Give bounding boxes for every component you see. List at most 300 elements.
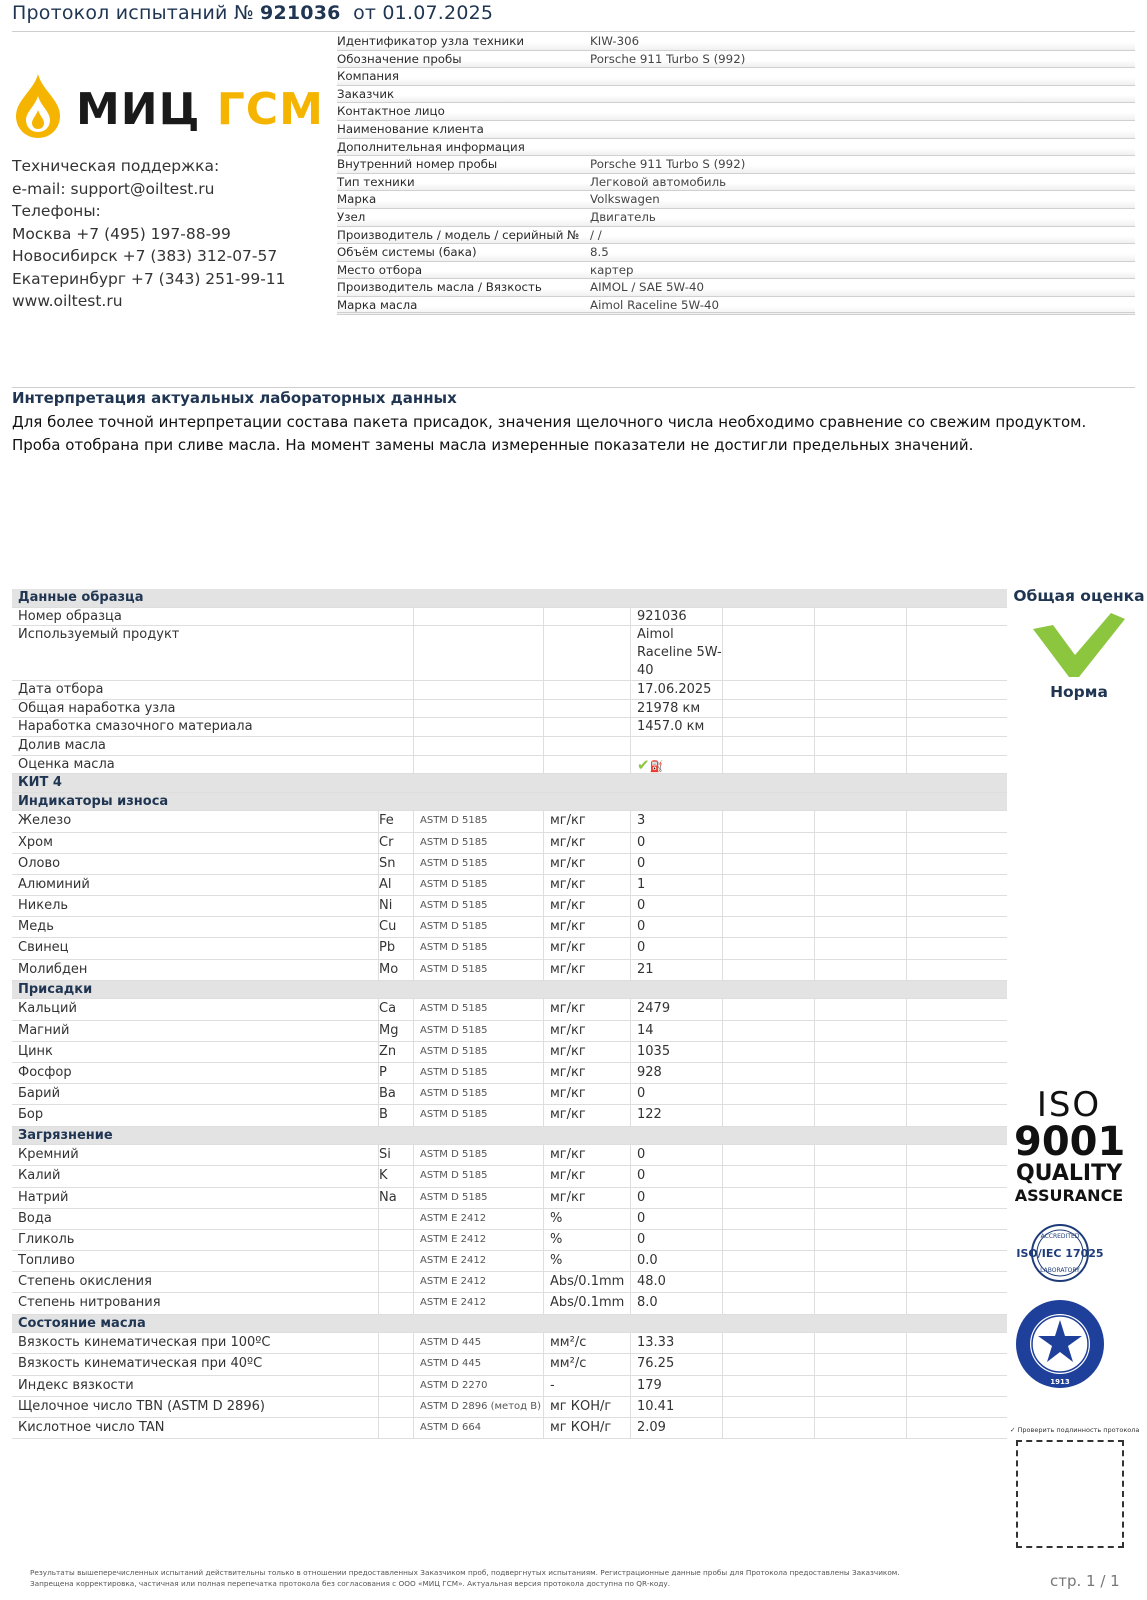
result-unit: мг/кг <box>544 938 631 958</box>
sample-row-value <box>631 737 723 755</box>
result-symbol: K <box>379 1166 414 1186</box>
result-unit: мг/кг <box>544 917 631 937</box>
iso-line4: ASSURANCE <box>1014 1186 1124 1205</box>
result-method: ASTM D 2896 (метод B) <box>414 1397 544 1417</box>
result-unit: Abs/0.1mm <box>544 1272 631 1292</box>
result-name: Хром <box>12 833 379 853</box>
result-name: Топливо <box>12 1251 379 1271</box>
footer-line-2: Запрещена корректировка, частичная или полная перепечатка протокола без согласования с ООО «МИЦ ГСМ». Актуальная версия протокола доступна по QR-коду. <box>30 1579 671 1588</box>
result-name: Индекс вязкости <box>12 1376 379 1396</box>
empty-cell <box>815 1293 907 1313</box>
result-value: 21 <box>631 960 723 980</box>
result-row <box>12 1145 1007 1166</box>
empty-cell <box>815 718 907 736</box>
result-value: 0 <box>631 938 723 958</box>
sample-row-value: 1457.0 км <box>631 718 723 736</box>
result-method: ASTM D 5185 <box>414 1063 544 1083</box>
empty-cell <box>815 1354 907 1374</box>
result-value: 76.25 <box>631 1354 723 1374</box>
empty-cell <box>723 1084 815 1104</box>
result-method: ASTM D 664 <box>414 1418 544 1438</box>
result-name: Натрий <box>12 1188 379 1208</box>
empty-cell <box>723 756 815 774</box>
result-unit: мг/кг <box>544 1166 631 1186</box>
result-unit: мг/кг <box>544 854 631 874</box>
info-row <box>337 121 1135 139</box>
result-method: ASTM D 2270 <box>414 1376 544 1396</box>
sample-info-table <box>337 33 1135 315</box>
result-name: Калий <box>12 1166 379 1186</box>
result-method: ASTM D 5185 <box>414 833 544 853</box>
result-name: Степень нитрования <box>12 1293 379 1313</box>
result-value: 122 <box>631 1105 723 1125</box>
result-name: Цинк <box>12 1042 379 1062</box>
empty-cell <box>907 1293 1007 1313</box>
result-name: Барий <box>12 1084 379 1104</box>
result-symbol <box>379 1418 414 1438</box>
empty-cell <box>815 1105 907 1125</box>
footer-line-1: Результаты вышеперечисленных испытаний действительны только в отношении предоставленных Заказчиком проб, подвергнутых испытаниям. Регистрационные данные пробы для Протокола предоставлены Заказчиком. <box>30 1568 900 1577</box>
empty-cell <box>907 1376 1007 1396</box>
result-value: 0 <box>631 854 723 874</box>
empty-cell <box>907 1397 1007 1417</box>
result-unit: мг/кг <box>544 1042 631 1062</box>
empty-cell <box>815 833 907 853</box>
empty-cell <box>723 833 815 853</box>
empty-cell <box>544 700 631 718</box>
info-row <box>337 227 1135 245</box>
info-value: 8.5 <box>590 245 609 260</box>
sample-row-label: Наработка смазочного материала <box>12 718 414 736</box>
empty-cell <box>815 1376 907 1396</box>
result-row <box>12 1166 1007 1187</box>
result-method: ASTM D 5185 <box>414 938 544 958</box>
empty-cell <box>414 718 544 736</box>
empty-cell <box>723 1230 815 1250</box>
info-value: KIW-306 <box>590 34 640 48</box>
result-row <box>12 1376 1007 1397</box>
result-value: 1035 <box>631 1042 723 1062</box>
result-row <box>12 938 1007 959</box>
empty-cell <box>723 1333 815 1353</box>
result-value: 13.33 <box>631 1333 723 1353</box>
empty-cell <box>907 737 1007 755</box>
empty-cell <box>815 1021 907 1041</box>
result-method: ASTM D 5185 <box>414 1105 544 1125</box>
result-row <box>12 1209 1007 1230</box>
empty-cell <box>907 896 1007 916</box>
result-symbol <box>379 1230 414 1250</box>
info-row <box>337 279 1135 297</box>
kit-label: КИТ 4 <box>18 775 62 791</box>
sample-row-label: Долив масла <box>12 737 414 755</box>
info-value: Porsche 911 Turbo S (992) <box>590 157 746 172</box>
info-value <box>590 121 1135 138</box>
result-value: 0.0 <box>631 1251 723 1271</box>
empty-cell <box>815 1251 907 1271</box>
empty-cell <box>723 608 815 626</box>
page-number: стр. 1 / 1 <box>1050 1572 1120 1590</box>
result-row <box>12 1188 1007 1209</box>
result-symbol: Zn <box>379 1042 414 1062</box>
logo-wordmark <box>76 84 324 135</box>
section-title: Присадки <box>18 981 93 997</box>
empty-cell <box>815 1145 907 1165</box>
empty-cell <box>907 1145 1007 1165</box>
empty-cell <box>414 756 544 774</box>
empty-cell <box>723 938 815 958</box>
result-method: ASTM D 5185 <box>414 1145 544 1165</box>
result-row <box>12 917 1007 938</box>
result-symbol: Mo <box>379 960 414 980</box>
empty-cell <box>723 1166 815 1186</box>
empty-cell <box>815 1166 907 1186</box>
title-divider <box>12 31 1135 32</box>
sample-row <box>12 608 1007 627</box>
empty-cell <box>815 1188 907 1208</box>
result-unit: мг КОН/г <box>544 1418 631 1438</box>
result-name: Никель <box>12 896 379 916</box>
result-row <box>12 854 1007 875</box>
protocol-date: от 01.07.2025 <box>353 2 494 24</box>
info-key: Объём системы (бака) <box>337 245 477 260</box>
empty-cell <box>723 960 815 980</box>
empty-cell <box>815 626 907 680</box>
empty-cell <box>907 875 1007 895</box>
info-key: Контактное лицо <box>337 104 445 119</box>
info-row <box>337 86 1135 104</box>
result-method: ASTM D 5185 <box>414 917 544 937</box>
result-row <box>12 875 1007 896</box>
protocol-title <box>12 2 493 24</box>
info-key: Производитель / модель / серийный № <box>337 227 580 242</box>
sample-row-value <box>631 756 723 774</box>
empty-cell <box>907 1105 1007 1125</box>
oil-drop-icon: ⛽ <box>649 759 664 773</box>
info-row <box>337 174 1135 192</box>
result-value: 0 <box>631 1188 723 1208</box>
empty-cell <box>907 1418 1007 1438</box>
contacts-phones-label: Телефоны: <box>12 202 101 220</box>
result-name: Фосфор <box>12 1063 379 1083</box>
result-row <box>12 1084 1007 1105</box>
result-symbol: P <box>379 1063 414 1083</box>
empty-cell <box>815 700 907 718</box>
result-symbol: Cr <box>379 833 414 853</box>
empty-cell <box>907 681 1007 699</box>
empty-cell <box>907 833 1007 853</box>
qr-code-placeholder[interactable] <box>1016 1440 1124 1548</box>
result-value: 8.0 <box>631 1293 723 1313</box>
empty-cell <box>815 854 907 874</box>
result-method: ASTM D 5185 <box>414 999 544 1019</box>
result-name: Олово <box>12 854 379 874</box>
result-symbol: Cu <box>379 917 414 937</box>
sample-row <box>12 626 1007 681</box>
empty-cell <box>723 854 815 874</box>
info-row <box>337 51 1135 69</box>
empty-cell <box>414 700 544 718</box>
info-key: Дополнительная информация <box>337 139 525 154</box>
result-unit: мг/кг <box>544 960 631 980</box>
empty-cell <box>544 756 631 774</box>
result-symbol <box>379 1376 414 1396</box>
empty-cell <box>723 1042 815 1062</box>
empty-cell <box>907 854 1007 874</box>
result-unit: мг/кг <box>544 1021 631 1041</box>
result-symbol <box>379 1354 414 1374</box>
result-value: 14 <box>631 1021 723 1041</box>
sample-row <box>12 756 1007 775</box>
info-key: Место отбора <box>337 262 423 277</box>
result-value: 0 <box>631 1145 723 1165</box>
empty-cell <box>815 1230 907 1250</box>
result-unit: мм²/с <box>544 1354 631 1374</box>
empty-cell <box>815 811 907 831</box>
empty-cell <box>815 756 907 774</box>
info-value <box>590 68 1135 85</box>
result-row <box>12 1251 1007 1272</box>
empty-cell <box>414 626 544 680</box>
empty-cell <box>815 1397 907 1417</box>
empty-cell <box>907 1063 1007 1083</box>
result-name: Гликоль <box>12 1230 379 1250</box>
result-method: ASTM D 445 <box>414 1354 544 1374</box>
info-key: Узел <box>337 209 366 224</box>
result-value: 179 <box>631 1376 723 1396</box>
result-symbol: Ca <box>379 999 414 1019</box>
accr-mid-text: ISO/IEC 17025 <box>1016 1247 1104 1260</box>
result-row <box>12 833 1007 854</box>
result-method: ASTM E 2412 <box>414 1209 544 1229</box>
contacts-phone-ekaterinburg: Екатеринбург +7 (343) 251-99-11 <box>12 269 286 288</box>
info-row <box>337 209 1135 227</box>
empty-cell <box>907 960 1007 980</box>
info-row <box>337 191 1135 209</box>
info-value: картер <box>590 262 634 277</box>
seal-year-text: 1913 <box>1050 1378 1070 1386</box>
iso-line2: 9001 <box>1014 1119 1126 1165</box>
section-header <box>12 793 1007 812</box>
info-row <box>337 139 1135 157</box>
contacts-support-label: Техническая поддержка: <box>12 157 220 175</box>
contacts-block <box>12 155 286 313</box>
contacts-phone-moscow: Москва +7 (495) 197-88-99 <box>12 224 231 243</box>
result-value: 0 <box>631 896 723 916</box>
empty-cell <box>723 1418 815 1438</box>
result-unit: мг/кг <box>544 1105 631 1125</box>
info-key: Заказчик <box>337 86 395 101</box>
result-symbol: Si <box>379 1145 414 1165</box>
info-value: Volkswagen <box>590 192 660 207</box>
result-row <box>12 1021 1007 1042</box>
result-method: ASTM E 2412 <box>414 1293 544 1313</box>
info-key: Тип техники <box>337 174 415 189</box>
result-method: ASTM D 445 <box>414 1333 544 1353</box>
info-row <box>337 262 1135 280</box>
info-value: Aimol Raceline 5W-40 <box>590 297 719 312</box>
info-key: Производитель масла / Вязкость <box>337 280 542 295</box>
result-method: ASTM D 5185 <box>414 811 544 831</box>
result-name: Кальций <box>12 999 379 1019</box>
result-name: Молибден <box>12 960 379 980</box>
result-row <box>12 1272 1007 1293</box>
empty-cell <box>815 681 907 699</box>
iso-line3: QUALITY <box>1015 1161 1123 1186</box>
result-value: 0 <box>631 833 723 853</box>
sample-row-label: Номер образца <box>12 608 414 626</box>
section-header <box>12 589 1007 608</box>
result-row <box>12 1105 1007 1126</box>
info-row <box>337 33 1135 51</box>
sample-row-label: Дата отбора <box>12 681 414 699</box>
result-unit: мг/кг <box>544 1188 631 1208</box>
empty-cell <box>414 737 544 755</box>
section-title: Данные образца <box>18 590 144 605</box>
result-name: Медь <box>12 917 379 937</box>
company-logo <box>12 72 324 142</box>
results-table <box>12 589 1007 1439</box>
sample-row-label: Общая наработка узла <box>12 700 414 718</box>
result-symbol: Pb <box>379 938 414 958</box>
protocol-number: 921036 <box>260 2 341 24</box>
result-symbol: B <box>379 1105 414 1125</box>
result-method: ASTM D 5185 <box>414 960 544 980</box>
result-method: ASTM D 5185 <box>414 854 544 874</box>
contacts-website[interactable]: www.oiltest.ru <box>12 292 123 310</box>
result-value: 2479 <box>631 999 723 1019</box>
result-value: 2.09 <box>631 1418 723 1438</box>
empty-cell <box>544 681 631 699</box>
section-title: Загрязнение <box>18 1127 113 1143</box>
info-value <box>590 103 1135 120</box>
info-key: Марка <box>337 192 377 207</box>
result-value: 0 <box>631 1209 723 1229</box>
footer-disclaimer <box>30 1567 1010 1589</box>
accr-top-text: ACCREDITED <box>1040 1233 1080 1240</box>
result-name: Степень окисления <box>12 1272 379 1292</box>
empty-cell <box>723 1145 815 1165</box>
empty-cell <box>907 1333 1007 1353</box>
shield-check-icon: ✓ <box>1010 1426 1016 1434</box>
contacts-email[interactable]: e-mail: support@oiltest.ru <box>12 179 215 198</box>
empty-cell <box>723 1272 815 1292</box>
empty-cell <box>907 938 1007 958</box>
empty-cell <box>723 896 815 916</box>
empty-cell <box>723 875 815 895</box>
info-value: / / <box>590 227 602 242</box>
info-row <box>337 244 1135 262</box>
iso-17025-badge-icon <box>1014 1222 1106 1284</box>
empty-cell <box>907 1230 1007 1250</box>
empty-cell <box>907 1042 1007 1062</box>
result-name: Железо <box>12 811 379 831</box>
sample-row <box>12 681 1007 700</box>
oil-ok-check-icon: ✔ <box>637 755 650 774</box>
result-name: Бор <box>12 1105 379 1125</box>
empty-cell <box>815 1209 907 1229</box>
empty-cell <box>815 896 907 916</box>
logo-part2: ГСМ <box>216 84 324 135</box>
result-symbol <box>379 1251 414 1271</box>
info-row <box>337 103 1135 121</box>
result-name: Щелочное число TBN (ASTM D 2896) <box>12 1397 379 1417</box>
empty-cell <box>815 1418 907 1438</box>
info-key: Идентификатор узла техники <box>337 34 524 48</box>
result-symbol <box>379 1293 414 1313</box>
empty-cell <box>815 999 907 1019</box>
empty-cell <box>907 1188 1007 1208</box>
accr-bot-text: LABORATORY <box>1040 1267 1080 1274</box>
interpretation-title: Интерпретация актуальных лабораторных данных <box>12 389 457 407</box>
empty-cell <box>723 737 815 755</box>
empty-cell <box>815 1063 907 1083</box>
empty-cell <box>723 1063 815 1083</box>
result-symbol: Fe <box>379 811 414 831</box>
result-name: Свинец <box>12 938 379 958</box>
empty-cell <box>544 737 631 755</box>
empty-cell <box>815 737 907 755</box>
result-row <box>12 1063 1007 1084</box>
sample-row <box>12 700 1007 719</box>
result-row <box>12 896 1007 917</box>
result-symbol: Ni <box>379 896 414 916</box>
result-row <box>12 811 1007 832</box>
result-method: ASTM E 2412 <box>414 1230 544 1250</box>
info-row <box>337 156 1135 174</box>
iso-9001-badge <box>1014 1085 1126 1205</box>
empty-cell <box>723 1293 815 1313</box>
info-key: Обозначение пробы <box>337 51 462 66</box>
result-unit: мг/кг <box>544 999 631 1019</box>
empty-cell <box>907 1354 1007 1374</box>
flame-drop-icon <box>12 72 64 140</box>
result-name: Кремний <box>12 1145 379 1165</box>
result-unit: мг/кг <box>544 1063 631 1083</box>
result-symbol: Al <box>379 875 414 895</box>
qr-label-text: Проверить подлинность протокола <box>1017 1426 1140 1434</box>
section-header <box>12 1127 1007 1146</box>
result-method: ASTM D 5185 <box>414 875 544 895</box>
result-symbol <box>379 1272 414 1292</box>
qr-label <box>1010 1426 1139 1434</box>
empty-cell <box>907 1209 1007 1229</box>
result-unit: мг/кг <box>544 811 631 831</box>
empty-cell <box>815 1042 907 1062</box>
result-name: Вязкость кинематическая при 40ºC <box>12 1354 379 1374</box>
sample-row-value: 921036 <box>631 608 723 626</box>
empty-cell <box>723 1354 815 1374</box>
empty-cell <box>815 1333 907 1353</box>
sample-row-label: Оценка масла <box>12 756 414 774</box>
empty-cell <box>907 626 1007 680</box>
empty-cell <box>723 811 815 831</box>
info-key: Марка масла <box>337 297 418 312</box>
empty-cell <box>414 608 544 626</box>
result-unit: % <box>544 1230 631 1250</box>
empty-cell <box>907 1251 1007 1271</box>
empty-cell <box>907 917 1007 937</box>
info-value: Porsche 911 Turbo S (992) <box>590 51 746 66</box>
result-unit: мг/кг <box>544 833 631 853</box>
overall-rating-status: Норма <box>1050 683 1108 701</box>
empty-cell <box>723 1105 815 1125</box>
info-value: Двигатель <box>590 209 656 224</box>
result-unit: мг КОН/г <box>544 1397 631 1417</box>
result-unit: % <box>544 1209 631 1229</box>
result-symbol <box>379 1209 414 1229</box>
empty-cell <box>544 626 631 680</box>
